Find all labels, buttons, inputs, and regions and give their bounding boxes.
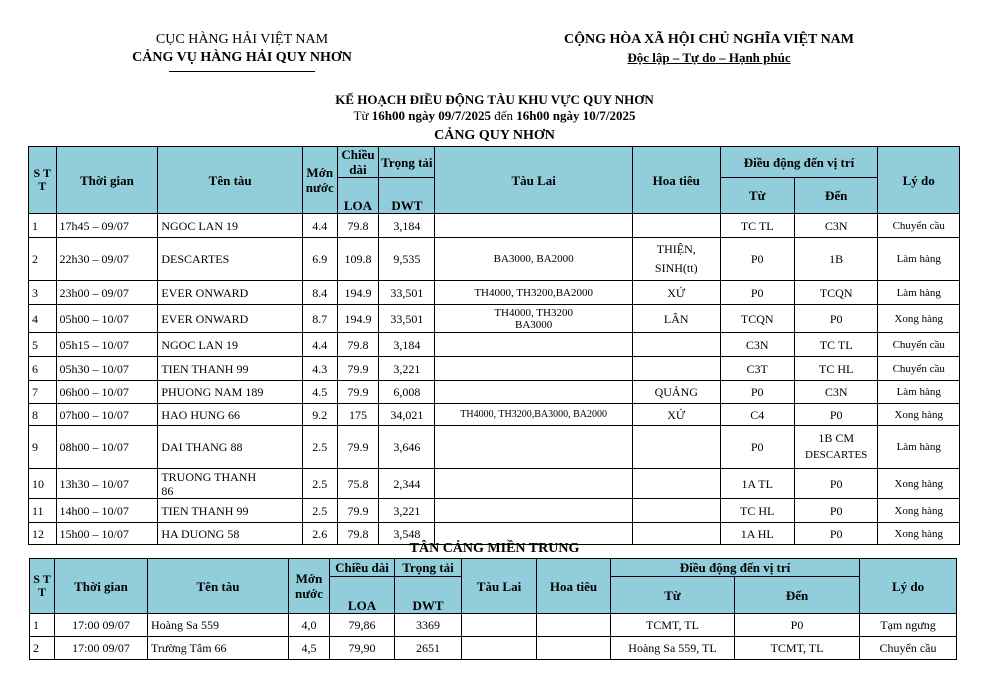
- cell-pilot: [632, 426, 720, 469]
- cell-loa: 194.9: [337, 281, 379, 305]
- table-row: [29, 469, 960, 499]
- cell-pilot: THIỆN, SINH(tt): [632, 238, 720, 281]
- tan-cang-schedule-table: [29, 558, 957, 660]
- cell-from: C3T: [720, 357, 794, 381]
- cell-draft: 4,0: [289, 614, 330, 637]
- cell-to: [794, 426, 878, 469]
- cell-tug: [435, 381, 633, 404]
- cell-dwt: 9,535: [379, 238, 435, 281]
- org-line-1: CỤC HÀNG HẢI VIỆT NAM: [155, 32, 329, 47]
- cell-dwt: 33,501: [379, 281, 435, 305]
- cell-pilot: LÂN: [632, 305, 720, 333]
- header-dwt: DWT: [395, 577, 462, 614]
- section-title-tan-cang: TÂN CẢNG MIỀN TRUNG: [409, 541, 580, 556]
- cell-reason: Làm hàng: [878, 381, 960, 404]
- cell-pilot: XỨ: [632, 404, 720, 426]
- cell-loa: 75.8: [337, 469, 379, 499]
- cell-draft: 2.5: [302, 426, 337, 469]
- cell-time: 13h30 – 10/07: [56, 469, 158, 499]
- cell-stt: 2: [30, 637, 55, 660]
- cell-reason: Làm hàng: [878, 426, 960, 469]
- cell-tug: BA3000, BA2000: [435, 238, 633, 281]
- header-from: Từ: [720, 178, 794, 214]
- header-draft: Mớn nước: [289, 559, 330, 614]
- cell-draft: 8.4: [302, 281, 337, 305]
- cell-dwt: 6,008: [379, 381, 435, 404]
- table-row: [29, 214, 960, 238]
- cell-tug: [462, 614, 537, 637]
- cell-ship: PHUONG NAM 189: [158, 381, 303, 404]
- cell-to: TCQN: [794, 281, 878, 305]
- header-from: Từ: [611, 577, 735, 614]
- table-row: [29, 426, 960, 469]
- cell-to: P0: [794, 305, 878, 333]
- period-mid: đến: [494, 108, 514, 123]
- national-heading: [534, 31, 884, 67]
- cell-reason: Xong hàng: [878, 305, 960, 333]
- cell-pilot: [537, 637, 611, 660]
- cell-ship: TRUONG THANH 86: [158, 469, 303, 499]
- header-length: Chiều dài: [330, 559, 395, 577]
- document-period: [0, 108, 989, 124]
- cell-loa: 79.9: [337, 357, 379, 381]
- header-to: Đến: [794, 178, 878, 214]
- cell-to: 1B: [794, 238, 878, 281]
- cell-stt: 7: [29, 381, 57, 404]
- cell-pilot: QUẢNG: [632, 381, 720, 404]
- cell-time: 17:00 09/07: [55, 637, 148, 660]
- header-time: Thời gian: [55, 559, 148, 614]
- cell-to: TC TL: [794, 333, 878, 357]
- cell-time: 15h00 – 10/07: [56, 523, 158, 545]
- cell-loa: 79.8: [337, 333, 379, 357]
- cell-dwt: 2651: [395, 637, 462, 660]
- nation-name: CỘNG HÒA XÃ HỘI CHỦ NGHĨA VIỆT NAM: [563, 32, 854, 47]
- section-title-quy-nhon: CẢNG QUY NHƠN: [434, 128, 555, 143]
- cell-ship: EVER ONWARD: [158, 281, 303, 305]
- cell-reason: Chuyển cầu: [878, 357, 960, 381]
- cell-stt: 1: [30, 614, 55, 637]
- table-row: [29, 305, 960, 333]
- cell-draft: 6.9: [302, 238, 337, 281]
- header-draft: Mớn nước: [302, 147, 337, 214]
- cell-reason: Tạm ngưng: [860, 614, 957, 637]
- header-time: Thời gian: [56, 147, 158, 214]
- cell-ship: TIEN THANH 99: [158, 357, 303, 381]
- cell-pilot: [632, 214, 720, 238]
- header-ship: Tên tàu: [148, 559, 289, 614]
- cell-ship: NGOC LAN 19: [158, 214, 303, 238]
- cell-ship: NGOC LAN 19: [158, 333, 303, 357]
- cell-time: 23h00 – 09/07: [56, 281, 158, 305]
- cell-stt: 9: [29, 426, 57, 469]
- header-move: Điều động đến vị trí: [720, 147, 878, 178]
- cell-reason: Làm hàng: [878, 238, 960, 281]
- cell-from: P0: [720, 281, 794, 305]
- cell-ship: Trường Tâm 66: [148, 637, 289, 660]
- header-loa: LOA: [330, 577, 395, 614]
- cell-loa: 79.8: [337, 214, 379, 238]
- cell-dwt: 3369: [395, 614, 462, 637]
- cell-from: C4: [720, 404, 794, 426]
- cell-stt: 3: [29, 281, 57, 305]
- national-motto: Độc lập – Tự do – Hạnh phúc: [627, 50, 791, 65]
- header-ship: Tên tàu: [158, 147, 303, 214]
- cell-tug: [435, 357, 633, 381]
- cell-ship: Hoàng Sa 559: [148, 614, 289, 637]
- period-prefix: Từ: [353, 108, 369, 123]
- cell-from: TCMT, TL: [611, 614, 735, 637]
- table-row: [29, 333, 960, 357]
- header-reason: Lý do: [860, 559, 957, 614]
- cell-stt: 5: [29, 333, 57, 357]
- cell-reason: Xong hàng: [878, 404, 960, 426]
- cell-stt: 8: [29, 404, 57, 426]
- cell-to: P0: [794, 499, 878, 523]
- cell-dwt: 3,184: [379, 214, 435, 238]
- cell-tug: [435, 469, 633, 499]
- cell-from: C3N: [720, 333, 794, 357]
- cell-ship: DAI THANG 88: [158, 426, 303, 469]
- cell-reason: Chuyển cầu: [878, 333, 960, 357]
- header-tug: Tàu Lai: [435, 147, 633, 214]
- header-dwt: DWT: [379, 178, 435, 214]
- header-stt: S T T: [29, 147, 57, 214]
- cell-time: 05h30 – 10/07: [56, 357, 158, 381]
- quy-nhon-schedule-table: [28, 146, 960, 545]
- cell-ship: TIEN THANH 99: [158, 499, 303, 523]
- cell-pilot: [537, 614, 611, 637]
- cell-dwt: 3,548: [379, 523, 435, 545]
- cell-to-line2: DESCARTES: [805, 449, 868, 461]
- cell-stt: 6: [29, 357, 57, 381]
- cell-tug: TH4000, TH3200,BA2000: [435, 281, 633, 305]
- period-start: 16h00 ngày 09/7/2025: [371, 108, 491, 123]
- org-underline: [169, 71, 315, 72]
- header-tonnage: Trọng tải: [379, 147, 435, 178]
- cell-time: 05h15 – 10/07: [56, 333, 158, 357]
- cell-time: 06h00 – 10/07: [56, 381, 158, 404]
- cell-loa: 79.8: [337, 523, 379, 545]
- cell-from: Hoàng Sa 559, TL: [611, 637, 735, 660]
- header-reason: Lý do: [878, 147, 960, 214]
- cell-dwt: 3,221: [379, 499, 435, 523]
- cell-dwt: 3,184: [379, 333, 435, 357]
- header-length: Chiều dài: [337, 147, 379, 178]
- cell-reason: Xong hàng: [878, 523, 960, 545]
- cell-draft: 8.7: [302, 305, 337, 333]
- cell-to: P0: [794, 523, 878, 545]
- cell-stt: 10: [29, 469, 57, 499]
- cell-pilot: [632, 469, 720, 499]
- cell-loa: 79,90: [330, 637, 395, 660]
- table-row: [29, 381, 960, 404]
- cell-reason: Chuyển cầu: [878, 214, 960, 238]
- cell-to: TC HL: [794, 357, 878, 381]
- cell-time: 17:00 09/07: [55, 614, 148, 637]
- cell-from: 1A HL: [720, 523, 794, 545]
- table-row: [29, 499, 960, 523]
- cell-reason: Làm hàng: [878, 281, 960, 305]
- cell-loa: 79.9: [337, 499, 379, 523]
- cell-to-line1: 1B CM: [818, 431, 854, 445]
- header-pilot: Hoa tiêu: [632, 147, 720, 214]
- cell-dwt: 2,344: [379, 469, 435, 499]
- cell-ship: HAO HUNG 66: [158, 404, 303, 426]
- header-to: Đến: [735, 577, 860, 614]
- cell-pilot: XỨ: [632, 281, 720, 305]
- cell-to: C3N: [794, 214, 878, 238]
- table-row: [30, 614, 957, 637]
- cell-tug: [435, 499, 633, 523]
- cell-from: TC HL: [720, 499, 794, 523]
- header-tonnage: Trọng tải: [395, 559, 462, 577]
- cell-time: 14h00 – 10/07: [56, 499, 158, 523]
- cell-time: 05h00 – 10/07: [56, 305, 158, 333]
- cell-draft: 2.5: [302, 469, 337, 499]
- cell-from: P0: [720, 238, 794, 281]
- cell-pilot: [632, 333, 720, 357]
- cell-tug: TH4000, TH3200,BA3000, BA2000: [435, 404, 633, 426]
- cell-time: 17h45 – 09/07: [56, 214, 158, 238]
- header-loa: LOA: [337, 178, 379, 214]
- cell-reason: Chuyển cầu: [860, 637, 957, 660]
- table-row: [29, 281, 960, 305]
- issuing-authority: [112, 31, 372, 72]
- cell-from: TCQN: [720, 305, 794, 333]
- table-row: [29, 357, 960, 381]
- cell-tug: [435, 214, 633, 238]
- cell-loa: 79.9: [337, 381, 379, 404]
- cell-stt: 4: [29, 305, 57, 333]
- cell-to: P0: [794, 404, 878, 426]
- cell-loa: 109.8: [337, 238, 379, 281]
- header-tug: Tàu Lai: [462, 559, 537, 614]
- cell-draft: 4.4: [302, 333, 337, 357]
- org-line-2: CẢNG VỤ HÀNG HẢI QUY NHƠN: [132, 50, 352, 65]
- cell-draft: 4.3: [302, 357, 337, 381]
- cell-ship: HA DUONG 58: [158, 523, 303, 545]
- cell-reason: Xong hàng: [878, 499, 960, 523]
- cell-tug: [462, 637, 537, 660]
- cell-stt: 1: [29, 214, 57, 238]
- cell-from: 1A TL: [720, 469, 794, 499]
- cell-from: P0: [720, 426, 794, 469]
- cell-draft: 4.5: [302, 381, 337, 404]
- cell-dwt: 33,501: [379, 305, 435, 333]
- cell-stt: 2: [29, 238, 57, 281]
- cell-dwt: 34,021: [379, 404, 435, 426]
- cell-to: P0: [794, 469, 878, 499]
- cell-stt: 11: [29, 499, 57, 523]
- cell-ship: DESCARTES: [158, 238, 303, 281]
- cell-to: C3N: [794, 381, 878, 404]
- cell-tug: [435, 426, 633, 469]
- cell-time: 22h30 – 09/07: [56, 238, 158, 281]
- cell-draft: 9.2: [302, 404, 337, 426]
- header-move: Điều động đến vị trí: [611, 559, 860, 577]
- document-title: KẾ HOẠCH ĐIỀU ĐỘNG TÀU KHU VỰC QUY NHƠN: [335, 92, 654, 107]
- period-end: 16h00 ngày 10/7/2025: [516, 108, 636, 123]
- table-row: [29, 238, 960, 281]
- table-row: [29, 404, 960, 426]
- cell-ship: EVER ONWARD: [158, 305, 303, 333]
- cell-pilot: [632, 499, 720, 523]
- cell-time: 08h00 – 10/07: [56, 426, 158, 469]
- cell-reason: Xong hàng: [878, 469, 960, 499]
- cell-tug: TH4000, TH3200 BA3000: [435, 305, 633, 333]
- cell-draft: 2.5: [302, 499, 337, 523]
- cell-draft: 4.4: [302, 214, 337, 238]
- cell-loa: 194.9: [337, 305, 379, 333]
- cell-dwt: 3,646: [379, 426, 435, 469]
- header-stt: S T T: [30, 559, 55, 614]
- cell-draft: 4,5: [289, 637, 330, 660]
- cell-tug: [435, 333, 633, 357]
- cell-stt: 12: [29, 523, 57, 545]
- cell-time: 07h00 – 10/07: [56, 404, 158, 426]
- cell-from: P0: [720, 381, 794, 404]
- cell-to: P0: [735, 614, 860, 637]
- cell-to: TCMT, TL: [735, 637, 860, 660]
- cell-loa: 79,86: [330, 614, 395, 637]
- cell-draft: 2.6: [302, 523, 337, 545]
- cell-dwt: 3,221: [379, 357, 435, 381]
- cell-loa: 79.9: [337, 426, 379, 469]
- cell-from: TC TL: [720, 214, 794, 238]
- table-row: [30, 637, 957, 660]
- cell-pilot: [632, 357, 720, 381]
- cell-loa: 175: [337, 404, 379, 426]
- header-pilot: Hoa tiêu: [537, 559, 611, 614]
